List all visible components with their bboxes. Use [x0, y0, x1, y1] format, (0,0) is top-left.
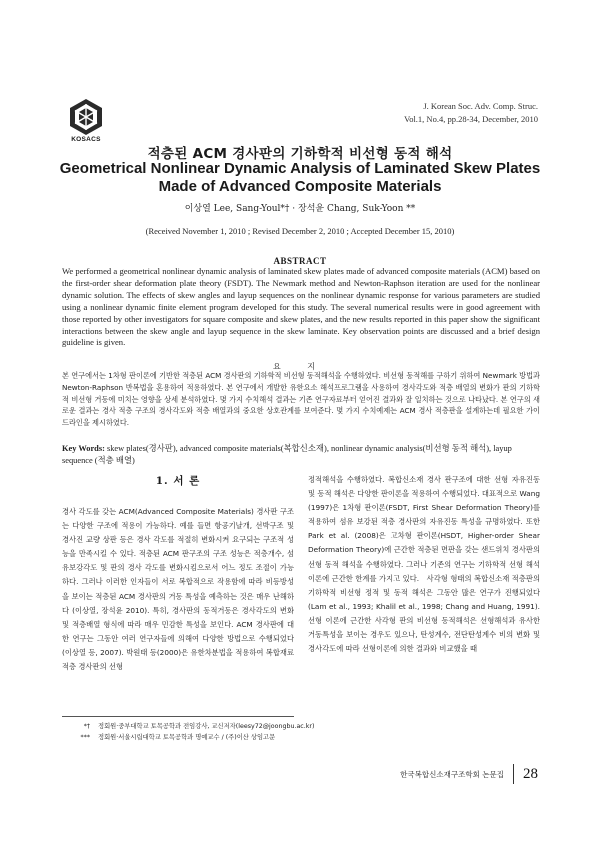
footnote-mark: *** — [80, 734, 90, 741]
keywords-text: skew plates(경사판), advanced composite materials(복합신소재), nonlinear dynamic analysis(비선형 동적 해석), layup sequence (적층 배열) — [62, 444, 512, 465]
body-column-right: 정적해석을 수행하였다. 복합신소재 경사 판구조에 대한 선형 자유진동 및 동적 해석은 다양한 판이론을 적용하여 수행되었다. 대표적으로 Wang (1997)은 1차형 판이론(FSDT, First Shear Deformation Theory)를 적용하여 섬유 보강된 적층 경사판의 자유진동 특성을 규명하였다. 또한 Park et al. (2008)은 고차형 판이론(HSDT, Higher-order Shear Deformation Theory)에 근간한 적층된 면판을 갖는 샌드위치 경사판의 선형 동적 해석을 수행하였다. 그러나 기존의 연구는 기하학적 선형 해석 이론에 근간한 한계를 가지고 있다. 사각형 형태의 복합신소재 적층판의 기하학적 비선형 정적 및 동적 해석은 그동안 많은 연구가 진행되었다 (Lam et al., 1993; Khalil et al., 1998; Chang and Huang, 1991). 선형 이론에 근간한 사각형 판의 비선형 동적해석은 선형해석과 유사한 거동특성을 보이는 경우도 있으나, 탄성계수, 전단탄성계수 비의 변화 및 경사각도에 따라 선형이론에 의한 결과와 비교했을 때 — [308, 475, 540, 654]
page-number: 28 — [523, 765, 538, 782]
footnote-mark: *† — [83, 723, 90, 730]
footnotes — [72, 721, 314, 743]
title-english-line2: Made of Advanced Composite Materials — [158, 178, 442, 195]
kosacs-logo — [68, 98, 104, 136]
keywords — [62, 443, 540, 467]
korean-summary-heading: 요 지 — [273, 362, 327, 371]
abstract-body: We performed a geometrical nonlinear dynamic analysis of laminated skew plates made of advanced composite materials (ACM) based on the first-order shear deformation plate theory (FSDT). The Newmark method and Newton-Raphson iteration are used for the nonlinear dynamic solution. The effects of skew angles and layup sequences on the nonlinear dynamic response for various parameters are studied using a nonlinear dynamic finite element program developed for this study. The several numerical results were in good agreement with those reported by other investigators for square composite and skew plates, and the new results reported in this paper show the significant interactions between the skew angle and layup sequence in the skew laminate. Key observation points are discussed and a brief design guideline is given. — [62, 266, 540, 348]
keywords-label: Key Words: — [62, 444, 105, 453]
journal-citation: J. Korean Soc. Adv. Comp. Struc. — [423, 101, 538, 111]
authors: 이상열 Lee, Sang-Youl*† · 장석윤 Chang, Suk-Yoon ** — [184, 204, 416, 214]
kosacs-logo-icon — [68, 98, 104, 136]
footnote — [72, 732, 314, 743]
received-dates: (Received November 1, 2010 ; Revised December 2, 2010 ; Accepted December 15, 2010) — [145, 226, 455, 236]
footnote-text: 정회원·서울시립대학교 토목공학과 명예교수 / (주)이산 상임고문 — [98, 734, 276, 741]
journal-info — [404, 100, 538, 125]
section-heading: 1. 서 론 — [155, 475, 201, 487]
footer-divider — [513, 764, 514, 784]
footer-journal-name: 한국복합신소재구조학회 논문집 — [400, 769, 504, 779]
logo-text: KOSACS — [71, 136, 101, 143]
footnote-text: 정회원·중부대학교 토목공학과 전임강사, 교신저자(leesy72@joongbu.ac.kr) — [98, 723, 315, 730]
korean-summary-body: 본 연구에서는 1차형 판이론에 기반한 적층된 ACM 경사판의 기하학적 비선형 동적해석을 수행하였다. 비선형 동적해를 구하기 위하여 Newmark 방법과 Newton-Raphson 반복법을 혼용하여 적용하였다. 본 연구에서 개발한 유한요소 해석프로그램을 사용하여 경사각도와 적층 배열의 변화가 판의 기하학적 비선형 거동에 미치는 영향을 상세 분석하였다. 몇 가지 수치해석 결과는 기존 연구자료부터 얻어진 결과와 잘 일치하는 것으로 나타났다. 본 연구의 새로운 결과는 경사 적층 구조의 경사각도와 적층 배열과의 중요한 상호관계를 보여준다. 몇 가지 수치예제는 ACM 경사 적층판을 설계하는데 필요한 가이드라인을 제시하였다. — [62, 371, 540, 428]
page-footer — [400, 764, 538, 784]
body-column-left: 경사 각도를 갖는 ACM(Advanced Composite Materials) 경사판 구조는 다양한 구조에 적용이 가능하다. 예를 들면 항공기날개, 선박구조 및 경사진 교량 상판 등은 경사 각도를 적절히 변화시켜 요구되는 구조적 성능을 만족시킬 수 있다. 적층된 ACM 판구조의 구조 성능은 적층개수, 섬유보강각도 및 판의 경사 각도를 변화시킴으로서 어느 정도 조절이 가능하다. 그러나 이러한 인자들이 서로 복합적으로 작용함에 따라 비등방성을 보이는 적층된 ACM 경사판의 거동 특성을 예측하는 것은 매우 난해하다 (이상열, 장석윤 2010). 특히, 경사판의 동적거동은 경사각도의 변화 및 적층배열 형식에 따라 매우 민감한 특성을 보인다. ACM 경사판에 대한 연구는 그동안 여러 연구자들에 의해여 다양한 방법으로 수행되었다 (이상열 등, 2007). 박원태 등(2000)은 유한차분법을 적용하여 복합재료 적층 경사판의 선형 — [62, 507, 294, 672]
footnote-divider — [62, 716, 294, 717]
journal-volume: Vol.1, No.4, pp.28-34, December, 2010 — [404, 113, 538, 124]
title-english-line1: Geometrical Nonlinear Dynamic Analysis of Laminated Skew Plates — [59, 160, 541, 177]
title-korean: 적층된 ACM 경사판의 기하학적 비선형 동적 해석 — [147, 146, 453, 162]
abstract-heading: ABSTRACT — [273, 256, 327, 266]
footnote — [72, 721, 314, 732]
